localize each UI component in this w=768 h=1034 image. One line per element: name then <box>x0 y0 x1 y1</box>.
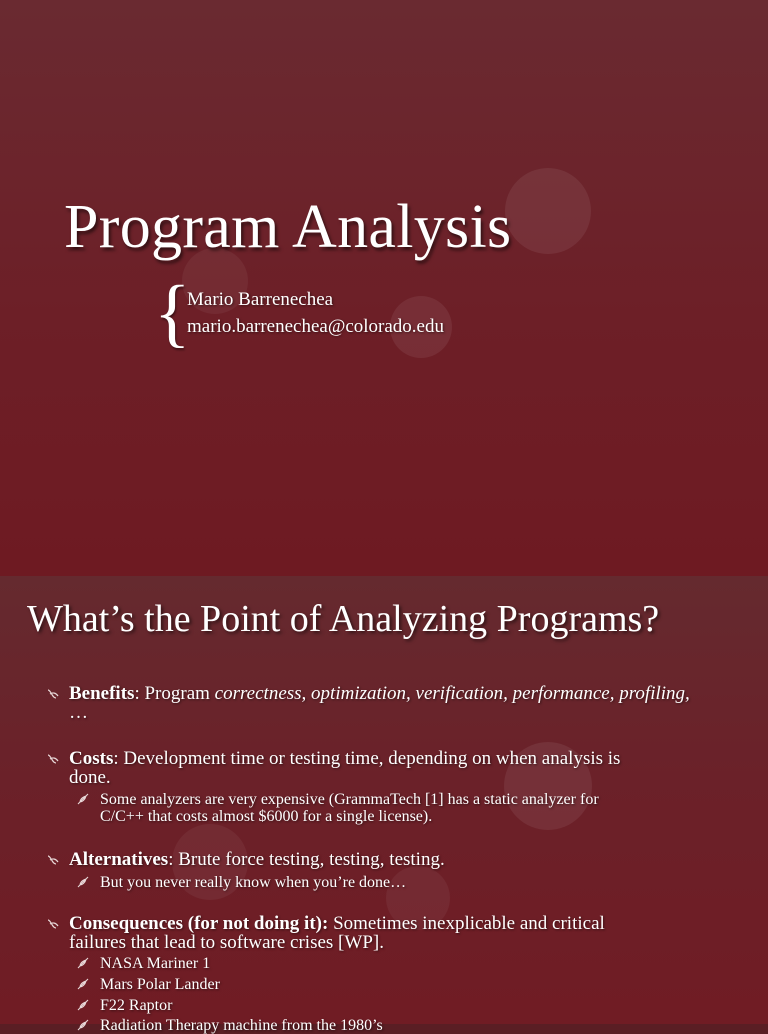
sub-bullet-text: F22 Raptor <box>100 997 173 1014</box>
curl-bullet-icon <box>46 853 60 867</box>
bullet-heading: Alternatives <box>69 849 169 870</box>
sub-list-item <box>100 791 720 825</box>
list-item <box>69 749 719 787</box>
bullet-text: done. <box>69 767 111 788</box>
sub-list-item <box>100 874 720 891</box>
bullet-text: failures that lead to software crises [WP]. <box>69 932 384 953</box>
bullet-text: : Brute force testing, testing, testing. <box>168 849 445 870</box>
bullet-text: : Development time or testing time, depending on when analysis is <box>113 748 621 769</box>
bullet-emphasis: correctness, optimization, verification, performance, profiling, <box>214 683 690 704</box>
slide-title: What’s the Point of Analyzing Programs? <box>27 598 660 640</box>
decorative-bubble <box>505 168 591 254</box>
feather-bullet-icon <box>77 876 89 888</box>
slide-title: Program Analysis <box>64 193 512 261</box>
sub-bullet-text: Mars Polar Lander <box>100 976 220 993</box>
feather-bullet-icon <box>77 1019 89 1031</box>
sub-bullet-text: C/C++ that costs almost $6000 for a single license). <box>100 808 433 825</box>
sub-list-item <box>100 976 720 993</box>
list-item <box>69 684 719 722</box>
sub-bullet-text: Radiation Therapy machine from the 1980’s <box>100 1017 383 1034</box>
author-block <box>187 286 444 340</box>
bullet-heading: Consequences (for not doing it): <box>69 913 329 934</box>
sub-list-item <box>100 1017 720 1034</box>
feather-bullet-icon <box>77 793 89 805</box>
curl-bullet-icon <box>46 917 60 931</box>
sub-bullet-text: But you never really know when you’re done… <box>100 874 407 891</box>
sub-bullet-text: Some analyzers are very expensive (GrammaTech [1] has a static analyzer for <box>100 791 599 808</box>
curl-bullet-icon <box>46 752 60 766</box>
author-name: Mario Barrenechea <box>187 289 334 310</box>
author-email: mario.barrenechea@colorado.edu <box>187 316 444 337</box>
bullet-text: … <box>69 702 88 723</box>
feather-bullet-icon <box>77 978 89 990</box>
list-item <box>69 914 719 952</box>
list-item <box>69 850 719 869</box>
feather-bullet-icon <box>77 957 89 969</box>
curl-bullet-icon <box>46 687 60 701</box>
sub-list-item <box>100 997 720 1014</box>
bullet-heading: Benefits <box>69 683 135 704</box>
content-slide <box>0 576 768 1034</box>
bullet-text: Sometimes inexplicable and critical <box>328 913 605 934</box>
feather-bullet-icon <box>77 999 89 1011</box>
bullet-heading: Costs <box>69 748 114 769</box>
bullet-text: : Program <box>134 683 215 704</box>
sub-list-item <box>100 955 720 972</box>
brace-glyph: { <box>154 271 191 355</box>
sub-bullet-text: NASA Mariner 1 <box>100 955 211 972</box>
